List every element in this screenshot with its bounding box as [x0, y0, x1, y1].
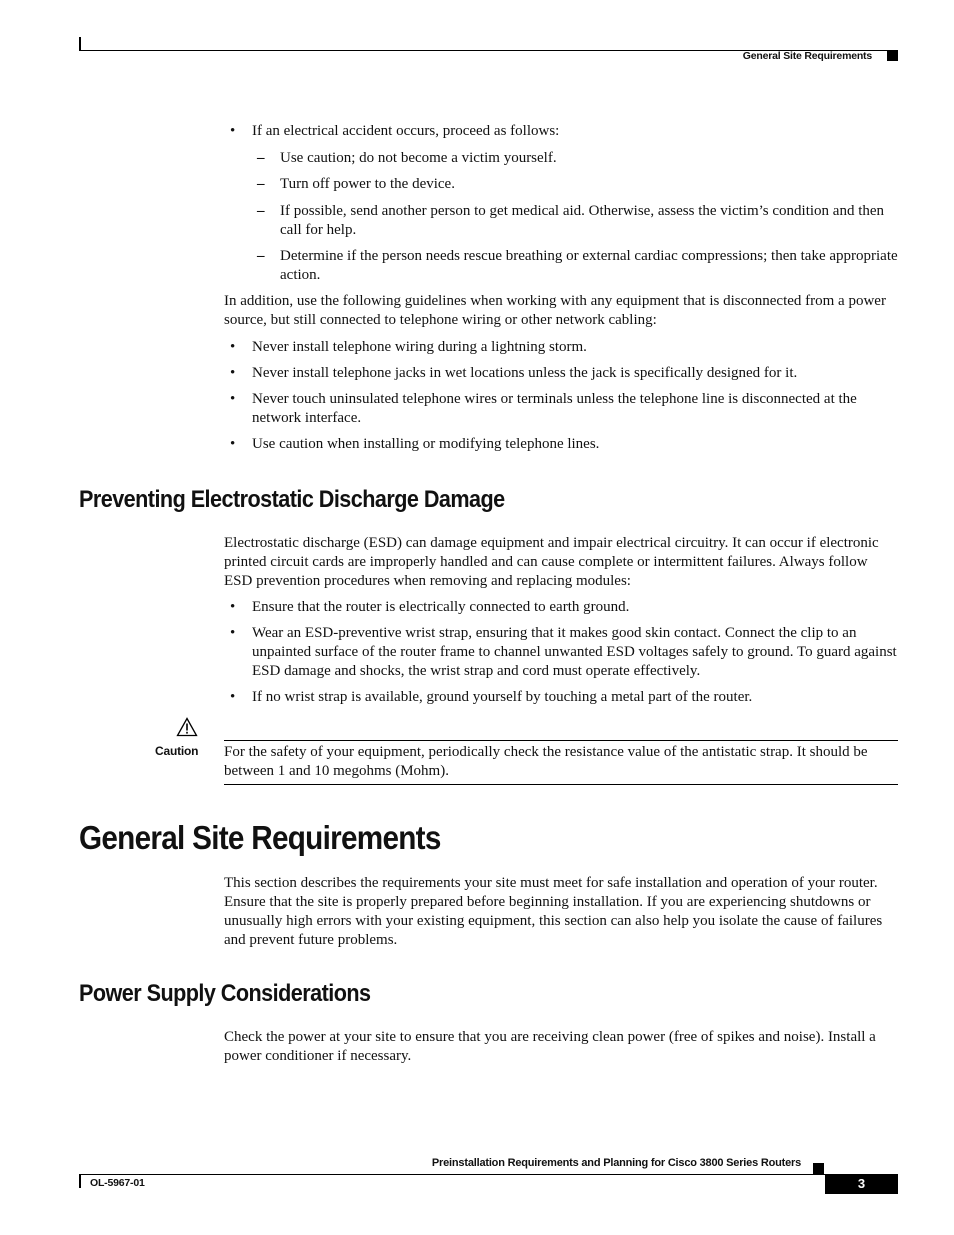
list-item-text: Determine if the person needs rescue breathing or external cardiac compressions; then take appropriate action. — [280, 248, 898, 283]
esd-heading: Preventing Electrostatic Discharge Damage — [79, 486, 505, 513]
site-heading: General Site Requirements — [79, 819, 441, 856]
list-item-text: Turn off power to the device. — [280, 176, 455, 192]
list-item-text: Ensure that the router is electrically connected to earth ground. — [252, 599, 630, 615]
bullet-marker: • — [230, 436, 236, 452]
bullet-marker: • — [230, 123, 236, 139]
footer-doc-id: OL-5967-01 — [90, 1177, 145, 1189]
warning-triangle-icon — [176, 717, 198, 737]
list-item-text: Use caution when installing or modifying telephone lines. — [252, 436, 600, 452]
dash-marker: – — [257, 150, 265, 166]
caution-text: For the safety of your equipment, periodically check the resistance value of the antistatic strap. It should be between 1 and 10 megohms (Mohm). — [224, 744, 868, 779]
bullet-marker: • — [230, 689, 236, 705]
bullet-marker: • — [230, 365, 236, 381]
header-block-marker — [887, 50, 898, 61]
bullet-marker: • — [230, 391, 236, 407]
esd-paragraph: Electrostatic discharge (ESD) can damage equipment and impair electrical circuitry. It can occur if electronic printed circuit cards are improperly handled and can cause complete or intermittent failures. Always follow ESD prevention procedures when removing and replacing modules: — [224, 535, 879, 589]
list-item-text: Use caution; do not become a victim yourself. — [280, 150, 557, 166]
footer-horizontal-rule — [79, 1174, 898, 1175]
running-header-title: General Site Requirements — [742, 50, 872, 62]
bullet-marker: • — [230, 625, 236, 641]
dash-marker: – — [257, 248, 265, 264]
list-item-text: Never install telephone jacks in wet locations unless the jack is specifically designed for it. — [252, 365, 798, 381]
dash-marker: – — [257, 176, 265, 192]
bullet-marker: • — [230, 599, 236, 615]
bullet-marker: • — [230, 339, 236, 355]
list-item-text: Never touch uninsulated telephone wires or terminals unless the telephone line is disconnected at the network interface. — [252, 391, 857, 426]
caution-bottom-rule — [224, 784, 898, 785]
caution-label: Caution — [155, 744, 199, 758]
list-item-text: If possible, send another person to get medical aid. Otherwise, assess the victim’s condition and then call for help. — [280, 203, 885, 238]
list-item-text: Never install telephone wiring during a lightning storm. — [252, 339, 587, 355]
header-vertical-rule — [79, 37, 81, 51]
site-paragraph: This section describes the requirements your site must meet for safe installation and operation of your router. Ensure that the site is properly prepared before beginning installation. If you are experiencing shutdowns or unusually high errors with your existing equipment, this section can also help you isolate the cause of failures and prevent future problems. — [224, 875, 883, 948]
footer-vertical-rule — [79, 1174, 81, 1188]
list-item-text: Wear an ESD-preventive wrist strap, ensuring that it makes good skin contact. Connect the clip to an unpainted surface of the router frame to channel unwanted ESD voltages safely to ground. To guard against ESD damage and shocks, the wrist strap and cord must operate effectively. — [252, 625, 897, 679]
footer-book-title: Preinstallation Requirements and Planning for Cisco 3800 Series Routers — [431, 1157, 801, 1169]
telephone-paragraph: In addition, use the following guidelines when working with any equipment that is disconnected from a power source, but still connected to telephone wiring or other network cabling: — [224, 293, 886, 328]
list-item-text: If an electrical accident occurs, proceed as follows: — [252, 123, 560, 139]
dash-marker: – — [257, 203, 265, 219]
power-heading: Power Supply Considerations — [79, 980, 371, 1007]
caution-top-rule — [224, 740, 898, 741]
page-number: 3 — [825, 1174, 898, 1194]
list-item-text: If no wrist strap is available, ground yourself by touching a metal part of the router. — [252, 689, 753, 705]
footer-block-marker — [813, 1163, 824, 1174]
power-paragraph: Check the power at your site to ensure that you are receiving clean power (free of spikes and noise). Install a power conditioner if necessary. — [224, 1029, 876, 1064]
